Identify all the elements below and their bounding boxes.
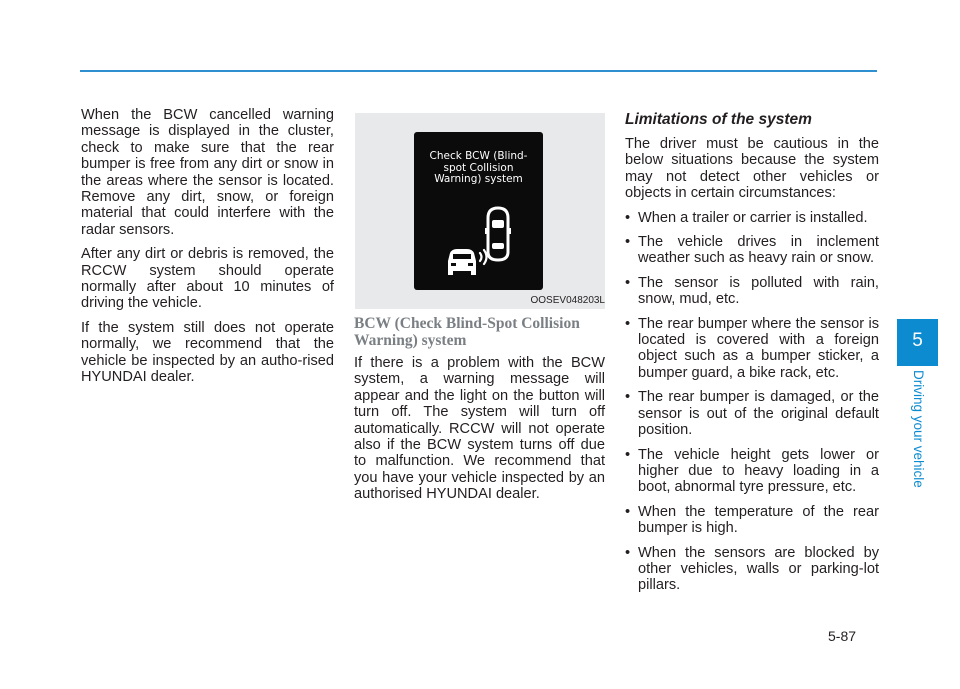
header-rule — [80, 70, 877, 72]
limitations-list — [625, 210, 879, 594]
list-item: • The vehicle height gets lower or higher due to heavy loading in a boot, abnormal tyre pressure, etc. — [625, 446, 879, 496]
list-item: • The rear bumper where the sensor is located is covered with a foreign object such as a bumper sticker, a bumper guard, a bike rack, etc. — [625, 315, 879, 381]
list-item: • When the temperature of the rear bumper is high. — [625, 503, 879, 537]
list-item: • The sensor is polluted with rain, snow, mud, etc. — [625, 274, 879, 308]
cluster-figure — [355, 113, 605, 309]
paragraph-after-debris: After any dirt or debris is removed, the RCCW system should operate normally after about 10 minutes of driving the vehicle. — [81, 246, 334, 312]
bullet-glyph: • — [625, 389, 631, 406]
subtitle-limitations: Limitations of the system — [625, 111, 812, 128]
list-item: • When a trailer or carrier is installed. — [625, 209, 868, 226]
bullet-glyph: • — [625, 544, 631, 561]
cluster-message-line-2: spot Collision — [443, 161, 514, 174]
page-number: 5-87 — [828, 628, 857, 644]
cluster-message-line-1: Check BCW (Blind- — [429, 150, 528, 162]
section-title-bcw: BCW (Check Blind-Spot Collision Warning) system — [354, 315, 580, 349]
bullet-glyph: • — [625, 315, 631, 332]
bullet-glyph: • — [625, 209, 631, 226]
bullet-glyph: • — [625, 234, 631, 251]
chapter-label-text: Driving your vehicle — [911, 370, 926, 488]
chapter-number: 5 — [912, 330, 923, 351]
middle-column — [354, 315, 605, 503]
list-item: • The rear bumper is damaged, or the sensor is out of the original default position. — [625, 389, 879, 439]
bullet-glyph: • — [625, 446, 631, 463]
bullet-glyph: • — [625, 274, 631, 291]
cluster-message-line-3: Warning) system — [434, 173, 523, 186]
left-column — [81, 107, 334, 394]
list-item: • When the sensors are blocked by other vehicles, walls or parking-lot pillars. — [625, 544, 879, 594]
bullet-glyph: • — [625, 503, 631, 520]
chapter-tab — [897, 319, 938, 366]
paragraph-cancelled-warning: When the BCW cancelled warning message is displayed in the cluster, check to make sure that the rear bumper is free from any dirt or snow in the areas where the sensor is located. Remove any dirt, snow, or foreign material that could interfere with the radar sensors. — [81, 107, 334, 238]
right-column — [625, 107, 879, 602]
list-item: • The vehicle drives in inclement weather such as heavy rain or snow. — [625, 234, 879, 267]
blind-spot-warning-icon — [414, 132, 543, 290]
chapter-label — [908, 370, 928, 500]
paragraph-bcw-problem: If there is a problem with the BCW system, a warning message will appear and the light on the button will turn off. The system will turn off automatically. RCCW will not operate also if the BCW system turns off due to malfunction. We recommend that you have your vehicle inspected by an authorised HYUNDAI dealer. — [354, 355, 605, 503]
figure-code: OOSEV048203L — [530, 295, 605, 306]
paragraph-dealer-inspection: If the system still does not operate normally, we recommend that the vehicle be inspected by an autho-rised HYUNDAI dealer. — [81, 319, 334, 386]
paragraph-limitations-intro: The driver must be cautious in the below situations because the system may not detect other vehicles or objects in certain circumstances: — [625, 136, 879, 202]
cluster-display — [414, 132, 543, 290]
